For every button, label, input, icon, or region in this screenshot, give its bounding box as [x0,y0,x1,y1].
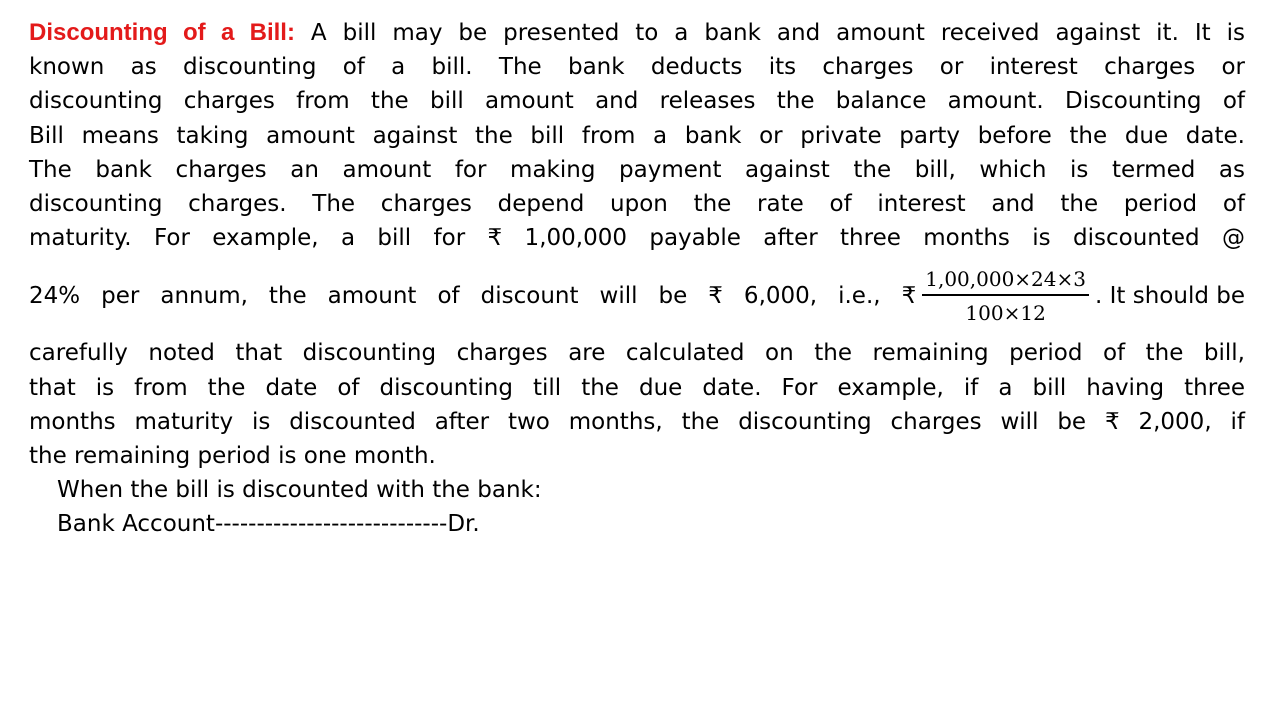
journal-entry-intro: When the bill is discounted with the bank: [57,477,542,504]
discount-fraction [922,266,1089,326]
paragraph-line-7: maturity. For example, a bill for ₹ 1,00,000 payable after three months is discounted @ [29,225,1245,252]
journal-entry-line: Bank Account----------------------------Dr. [57,511,480,538]
paragraph-line-6: discounting charges. The charges depend upon the rate of interest and the period of [29,191,1245,218]
discounting-paragraph [29,16,1245,473]
formula-pre-words: 24% per annum, the amount of discount will be ₹ 6,000, i.e., ₹ [29,282,917,309]
paragraph-line-9: carefully noted that discounting charges are calculated on the remaining period of the bill, [29,340,1245,367]
formula-post-text: . It should be [1095,282,1245,309]
fraction-numerator: 1,00,000×24×3 [922,266,1089,296]
paragraph-line-1-text: A bill may be presented to a bank and amount received against it. It is [310,20,1245,46]
paragraph-line-3: discounting charges from the bill amount and releases the balance amount. Discounting of [29,88,1245,115]
slide-content [29,16,1245,541]
fraction-denominator: 100×12 [965,300,1046,325]
paragraph-line-5: The bank charges an amount for making payment against the bill, which is termed as [29,156,1245,183]
paragraph-line-4: Bill means taking amount against the bill from a bank or private party before the due date. [29,122,1245,149]
paragraph-line-12: the remaining period is one month. [29,443,436,470]
paragraph-line-1 [29,16,1245,50]
paragraph-line-11: months maturity is discounted after two months, the discounting charges will be ₹ 2,000, if [29,408,1245,435]
paragraph-line-10: that is from the date of discounting till the due date. For example, if a bill having three [29,374,1245,401]
formula-line [29,255,1245,336]
section-heading: Discounting of a Bill: [29,19,295,46]
formula-pre-text [29,279,916,313]
paragraph-line-2: known as discounting of a bill. The bank deducts its charges or interest charges or [29,54,1245,81]
